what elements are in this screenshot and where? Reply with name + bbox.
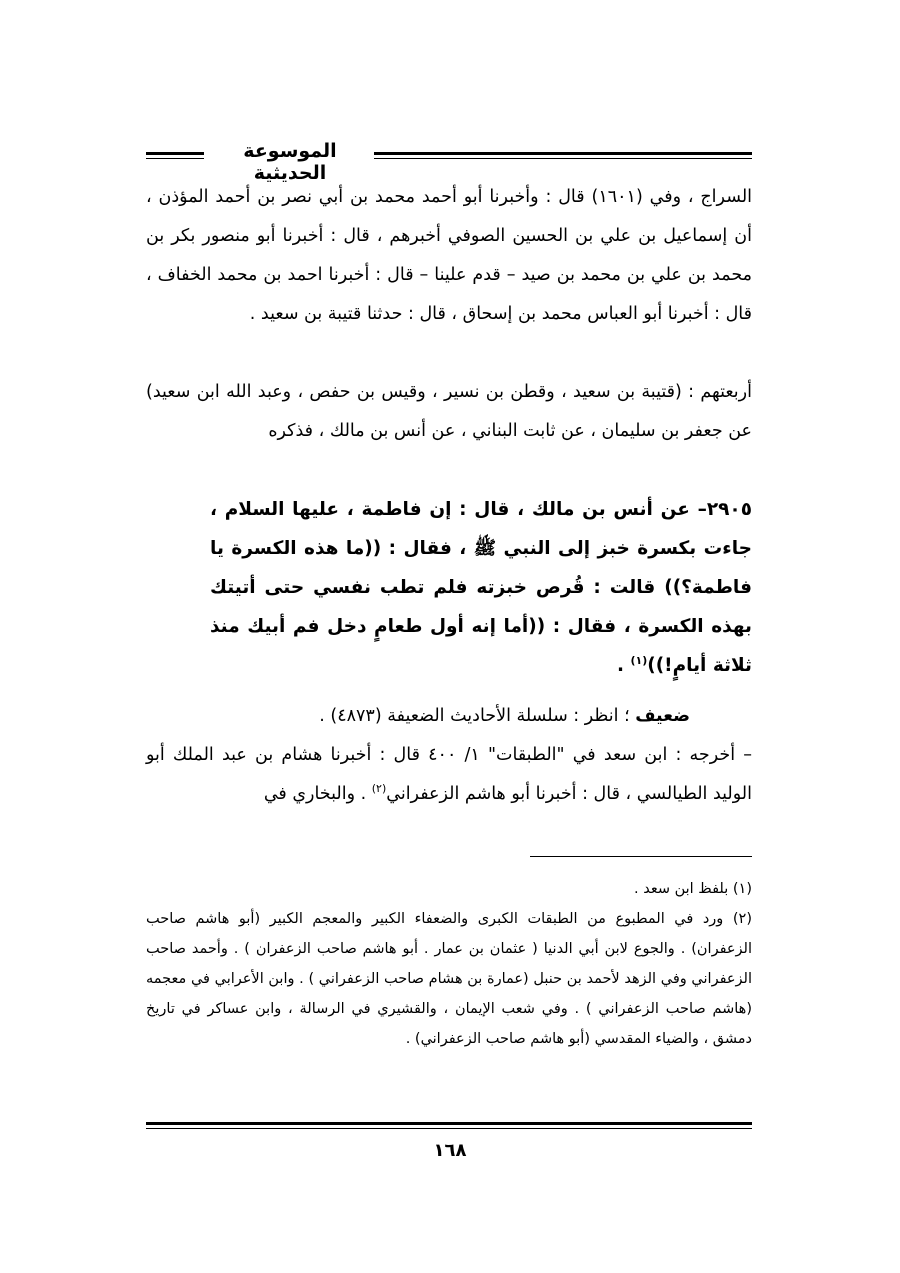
footnote-text: ورد في المطبوع من الطبقات الكبرى والضعفاء الكبير والمعجم الكبير (أبو هاشم صاحب الزعفران) . والجوع لابن أبي الدنيا ( عثمان بن عمار . أبو هاشم صاحب الزعفران ) . وأحمد صاحب الزعفراني وفي الزهد لأحمد بن حنبل (عمارة بن هشام صاحب الزعفراني ) . وابن الأعرابي في معجمه (هاشم صاحب الزعفراني ) . وفي شعب الإيمان ، والقشيري في الرسالة ، وابن عساكر في تاريخ دمشق ، والضياء المقدسي (أبو هاشم صاحب الزعفراني) .: [146, 911, 752, 1047]
grading-text: ؛ انظر : سلسلة الأحاديث الضعيفة (٤٨٧٣) .: [319, 706, 630, 726]
grading-label: ضعيف: [635, 706, 690, 726]
grading-line: [150, 697, 690, 736]
page-header: [146, 140, 752, 184]
takhrij-paragraph: [146, 736, 752, 814]
page-title: الموسوعة الحديثية: [243, 140, 337, 184]
hadith-end: .: [617, 655, 631, 676]
takhrij-tail: . والبخاري في: [263, 784, 372, 804]
header-rule-left: [146, 152, 204, 159]
footnote-text: بلفظ ابن سعد .: [634, 881, 729, 897]
footnote-1: [146, 874, 752, 904]
footnote-ref-1[interactable]: (١): [630, 653, 648, 667]
footer-rule: [146, 1122, 752, 1129]
header-rule-right: [374, 152, 752, 159]
hadith-block: [210, 490, 752, 685]
paragraph-isnad-1: [146, 178, 752, 334]
footnote-marker: (٢): [732, 911, 753, 927]
footnote-ref-2[interactable]: (٢): [371, 782, 387, 796]
paragraph-text: السراج ، وفي (١٦٠١) قال : وأخبرنا أبو أحمد محمد بن أبي نصر بن أحمد المؤذن ، أن إسماعيل بن علي بن الحسين الصوفي أخبرهم ، قال : أخبرنا أبو منصور بكر بن محمد بن علي بن محمد بن صيد – قدم علينا – قال : أخبرنا احمد بن محمد الخفاف ، قال : أخبرنا أبو العباس محمد بن إسحاق ، قال : حدثنا قتيبة بن سعيد .: [146, 187, 753, 324]
hadith-text: عن أنس بن مالك ، قال : إن فاطمة ، عليها السلام ، جاءت بكسرة خبز إلى النبي ﷺ ، فقال : ((ما هذه الكسرة يا فاطمة؟)) قالت : قُرص خبزته فلم تطب نفسي حتى أتيتك بهذه الكسرة ، فقال : ((أما إنه أول طعامٍ دخل فم أبيك منذ ثلاثة أيامٍ!)): [210, 499, 752, 676]
page-number: ١٦٨: [433, 1140, 467, 1161]
paragraph-text: أربعتهم : (قتيبة بن سعيد ، وقطن بن نسير ، وقيس بن حفص ، وعبد الله ابن سعيد) عن جعفر بن سليمان ، عن ثابت البناني ، عن أنس بن مالك ، فذكره: [146, 382, 752, 441]
footnote-separator: [530, 856, 752, 857]
takhrij-text: – أخرجه : ابن سعد في "الطبقات" ١/ ٤٠٠ قال : أخبرنا هشام بن عبد الملك أبو الوليد الطيالسي ، قال : أخبرنا أبو هاشم الزعفراني: [146, 745, 752, 804]
footnote-marker: (١): [732, 881, 752, 897]
hadith-number: ٢٩٠٥–: [697, 499, 752, 520]
footnotes: [146, 874, 752, 1054]
paragraph-isnad-2: [146, 373, 752, 451]
footnote-2: [146, 904, 752, 1054]
